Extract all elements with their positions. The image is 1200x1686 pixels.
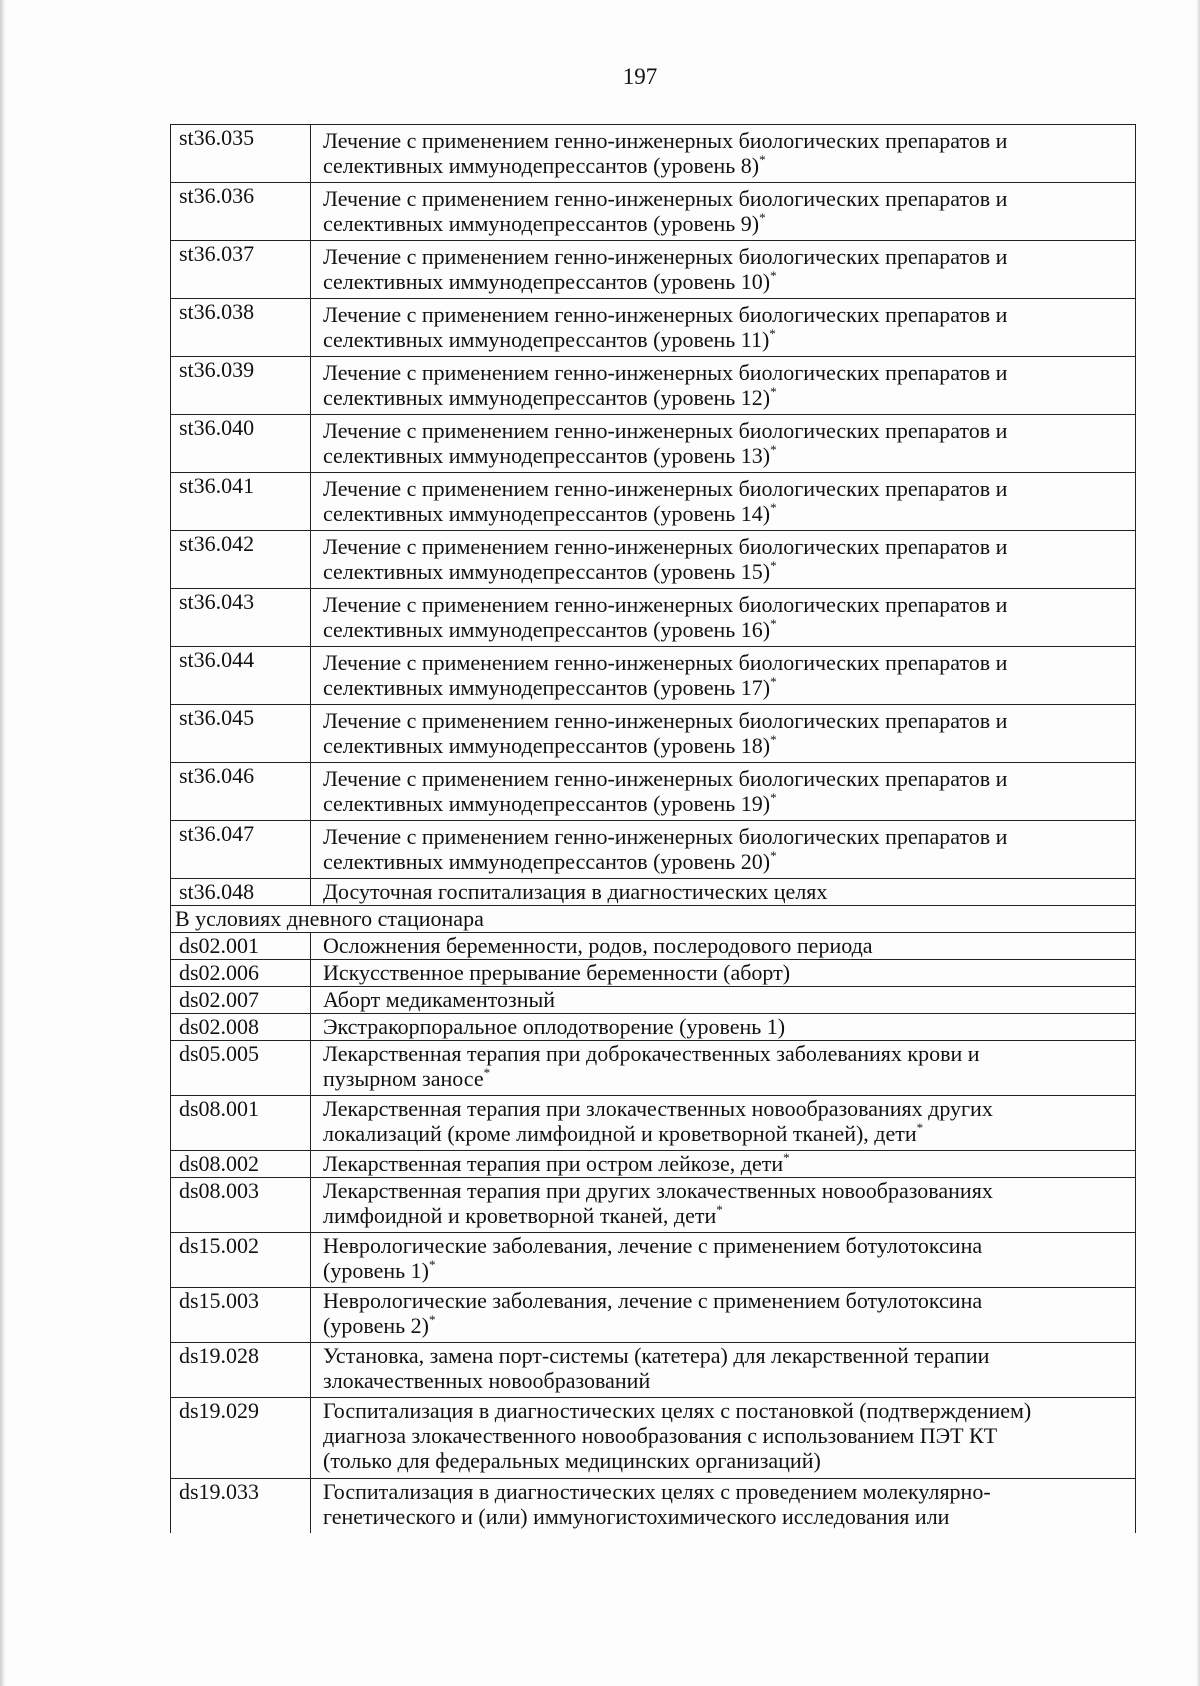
code-cell (171, 1398, 311, 1479)
table-row (171, 241, 1136, 299)
description-line: селективных иммунодепрессантов (уровень 10) (323, 269, 771, 294)
description-line: Лечение с применением генно-инженерных биологических препаратов и (323, 708, 1008, 733)
codes-table (170, 124, 1136, 1533)
table-row (171, 1398, 1136, 1479)
description-line: пузырном заносе (323, 1066, 484, 1091)
description-line: лимфоидной и кроветворной тканей, дети (323, 1203, 717, 1228)
row-code: ds08.003 (179, 1178, 260, 1203)
code-cell (171, 763, 311, 821)
code-cell (171, 1096, 311, 1151)
code-cell (171, 1233, 311, 1288)
code-cell (171, 821, 311, 879)
description-line: Досуточная госпитализация в диагностических целях (323, 879, 828, 904)
description-line: селективных иммунодепрессантов (уровень 9) (323, 211, 760, 236)
footnote-marker: * (769, 326, 776, 341)
description-line: селективных иммунодепрессантов (уровень 18) (323, 733, 771, 758)
code-cell (171, 1178, 311, 1233)
table-row (171, 1479, 1136, 1534)
table-row (171, 357, 1136, 415)
row-code: st36.039 (179, 357, 255, 382)
code-cell (171, 299, 311, 357)
code-cell (171, 241, 311, 299)
table-row (171, 821, 1136, 879)
row-code: st36.040 (179, 415, 255, 440)
row-code: ds08.001 (179, 1096, 260, 1121)
description-cell (311, 960, 1136, 987)
description-line: (уровень 2) (323, 1313, 429, 1338)
description-cell (311, 1288, 1136, 1343)
description-cell (311, 415, 1136, 473)
row-code: ds19.029 (179, 1398, 260, 1423)
footnote-marker: * (770, 268, 777, 283)
description-line: (уровень 1) (323, 1258, 429, 1283)
description-cell (311, 1096, 1136, 1151)
footnote-marker: * (759, 152, 766, 167)
row-code: st36.036 (179, 183, 255, 208)
description-line: Лекарственная терапия при злокачественных новообразованиях других (323, 1096, 993, 1121)
description-line: Лечение с применением генно-инженерных биологических препаратов и (323, 418, 1008, 443)
description-cell (311, 1233, 1136, 1288)
table-row (171, 987, 1136, 1014)
footnote-marker: * (770, 790, 777, 805)
description-line: Неврологические заболевания, лечение с применением ботулотоксина (323, 1288, 983, 1313)
footnote-marker: * (916, 1120, 924, 1135)
table-row (171, 473, 1136, 531)
table-row (171, 1288, 1136, 1343)
code-cell (171, 531, 311, 589)
description-line: Лечение с применением генно-инженерных биологических препаратов и (323, 244, 1008, 269)
description-line: Лечение с применением генно-инженерных биологических препаратов и (323, 592, 1008, 617)
description-line: Лечение с применением генно-инженерных биологических препаратов и (323, 360, 1008, 385)
description-line: селективных иммунодепрессантов (уровень 13) (323, 443, 771, 468)
footnote-marker: * (770, 848, 777, 863)
description-cell (311, 589, 1136, 647)
description-line: Аборт медикаментозный (323, 987, 556, 1012)
code-cell (171, 1288, 311, 1343)
description-line: Госпитализация в диагностических целях с постановкой (подтверждением) (323, 1398, 1032, 1423)
description-line: злокачественных новообразований (323, 1368, 651, 1393)
description-line: селективных иммунодепрессантов (уровень 15) (323, 559, 771, 584)
description-line: селективных иммунодепрессантов (уровень 19) (323, 791, 771, 816)
description-line: селективных иммунодепрессантов (уровень 8) (323, 153, 760, 178)
code-cell (171, 415, 311, 473)
description-cell (311, 1151, 1136, 1178)
table-row (171, 1014, 1136, 1041)
row-code: ds02.008 (179, 1014, 260, 1039)
code-cell (171, 473, 311, 531)
description-cell (311, 125, 1136, 183)
page-number: 197 (622, 64, 658, 89)
code-cell (171, 1343, 311, 1398)
row-code: st36.035 (179, 125, 255, 150)
footnote-marker: * (716, 1202, 723, 1217)
description-line: Искусственное прерывание беременности (аборт) (323, 960, 791, 985)
row-code: ds15.003 (179, 1288, 260, 1313)
description-line: селективных иммунодепрессантов (уровень 17) (323, 675, 771, 700)
codes-table-body (171, 125, 1136, 1534)
description-line: Экстракорпоральное оплодотворение (уровень 1) (323, 1014, 786, 1039)
row-code: ds19.033 (179, 1479, 260, 1504)
description-line: селективных иммунодепрессантов (уровень 12) (323, 385, 771, 410)
section-title: В условиях дневного стационара (171, 906, 1136, 933)
footnote-marker: * (759, 210, 766, 225)
description-cell (311, 647, 1136, 705)
description-line: селективных иммунодепрессантов (уровень 20) (323, 849, 771, 874)
row-code: st36.042 (179, 531, 255, 556)
table-row (171, 531, 1136, 589)
description-line: диагноза злокачественного новообразования с использованием ПЭТ КТ (323, 1423, 998, 1448)
description-line: селективных иммунодепрессантов (уровень 11) (323, 327, 770, 352)
description-line: генетического и (или) иммуногистохимического исследования или (323, 1504, 950, 1529)
description-cell (311, 879, 1136, 906)
table-row (171, 183, 1136, 241)
code-cell (171, 879, 311, 906)
footnote-marker: * (770, 674, 777, 689)
table-row (171, 960, 1136, 987)
footnote-marker: * (770, 500, 777, 515)
scan-edge-left (0, 0, 6, 1686)
table-row (171, 125, 1136, 183)
row-code: st36.045 (179, 705, 255, 730)
code-cell (171, 357, 311, 415)
scan-edge-right (1196, 0, 1200, 1686)
code-cell (171, 960, 311, 987)
description-line: Лечение с применением генно-инженерных биологических препаратов и (323, 476, 1008, 501)
row-code: st36.046 (179, 763, 255, 788)
table-row (171, 589, 1136, 647)
description-cell (311, 933, 1136, 960)
table-row (171, 1096, 1136, 1151)
footnote-marker: * (770, 442, 777, 457)
code-cell (171, 933, 311, 960)
description-cell (311, 705, 1136, 763)
description-line: селективных иммунодепрессантов (уровень 16) (323, 617, 771, 642)
row-code: st36.044 (179, 647, 255, 672)
footnote-marker: * (428, 1312, 436, 1327)
row-code: ds15.002 (179, 1233, 260, 1258)
footnote-marker: * (770, 616, 777, 631)
table-row (171, 299, 1136, 357)
table-row (171, 415, 1136, 473)
description-line: Лечение с применением генно-инженерных биологических препаратов и (323, 186, 1008, 211)
code-cell (171, 1479, 311, 1534)
footnote-marker: * (770, 732, 777, 747)
description-cell (311, 183, 1136, 241)
footnote-marker: * (783, 1150, 790, 1165)
description-line: Лекарственная терапия при доброкачественных заболеваниях крови и (323, 1041, 980, 1066)
row-code: ds02.006 (179, 960, 260, 985)
table-row (171, 1343, 1136, 1398)
footnote-marker: * (770, 384, 777, 399)
row-code: st36.038 (179, 299, 255, 324)
footnote-marker: * (428, 1257, 436, 1272)
row-code: ds05.005 (179, 1041, 260, 1066)
code-cell (171, 987, 311, 1014)
row-code: ds19.028 (179, 1343, 260, 1368)
code-cell (171, 1151, 311, 1178)
description-line: локализаций (кроме лимфоидной и кроветворной тканей), дети (323, 1121, 917, 1146)
code-cell (171, 1041, 311, 1096)
row-code: st36.043 (179, 589, 255, 614)
row-code: ds02.007 (179, 987, 260, 1012)
description-cell (311, 821, 1136, 879)
description-line: Лечение с применением генно-инженерных биологических препаратов и (323, 534, 1008, 559)
footnote-marker: * (770, 558, 777, 573)
code-cell (171, 1014, 311, 1041)
description-line: Лечение с применением генно-инженерных биологических препаратов и (323, 302, 1008, 327)
description-line: селективных иммунодепрессантов (уровень 14) (323, 501, 771, 526)
row-code: st36.048 (179, 879, 255, 904)
description-line: Госпитализация в диагностических целях с проведением молекулярно- (323, 1479, 991, 1504)
description-line: Осложнения беременности, родов, послеродового периода (323, 933, 873, 958)
row-code: ds02.001 (179, 933, 260, 958)
description-cell (311, 241, 1136, 299)
description-cell (311, 987, 1136, 1014)
code-cell (171, 589, 311, 647)
description-line: Лечение с применением генно-инженерных биологических препаратов и (323, 824, 1008, 849)
table-row (171, 879, 1136, 906)
code-cell (171, 183, 311, 241)
description-line: (только для федеральных медицинских организаций) (323, 1448, 821, 1473)
description-cell (311, 473, 1136, 531)
description-line: Лечение с применением генно-инженерных биологических препаратов и (323, 766, 1008, 791)
description-cell (311, 1398, 1136, 1479)
table-row (171, 1178, 1136, 1233)
section-row (171, 906, 1136, 933)
description-cell (311, 1178, 1136, 1233)
description-line: Неврологические заболевания, лечение с применением ботулотоксина (323, 1233, 983, 1258)
code-cell (171, 705, 311, 763)
table-row (171, 705, 1136, 763)
description-line: Установка, замена порт-системы (катетера) для лекарственной терапии (323, 1343, 990, 1368)
description-cell (311, 299, 1136, 357)
description-cell (311, 1479, 1136, 1534)
description-cell (311, 763, 1136, 821)
table-row (171, 763, 1136, 821)
table-row (171, 647, 1136, 705)
row-code: st36.041 (179, 473, 255, 498)
code-cell (171, 125, 311, 183)
description-line: Лечение с применением генно-инженерных биологических препаратов и (323, 128, 1008, 153)
footnote-marker: * (483, 1065, 491, 1080)
code-cell (171, 647, 311, 705)
table-row (171, 1151, 1136, 1178)
table-row (171, 1041, 1136, 1096)
table-row (171, 933, 1136, 960)
description-line: Лекарственная терапия при других злокачественных новообразованиях (323, 1178, 993, 1203)
row-code: ds08.002 (179, 1151, 260, 1176)
description-line: Лекарственная терапия при остром лейкозе, дети (323, 1151, 784, 1176)
description-cell (311, 1041, 1136, 1096)
row-code: st36.047 (179, 821, 255, 846)
description-cell (311, 1343, 1136, 1398)
description-line: Лечение с применением генно-инженерных биологических препаратов и (323, 650, 1008, 675)
table-row (171, 1233, 1136, 1288)
row-code: st36.037 (179, 241, 255, 266)
description-cell (311, 1014, 1136, 1041)
description-cell (311, 357, 1136, 415)
description-cell (311, 531, 1136, 589)
